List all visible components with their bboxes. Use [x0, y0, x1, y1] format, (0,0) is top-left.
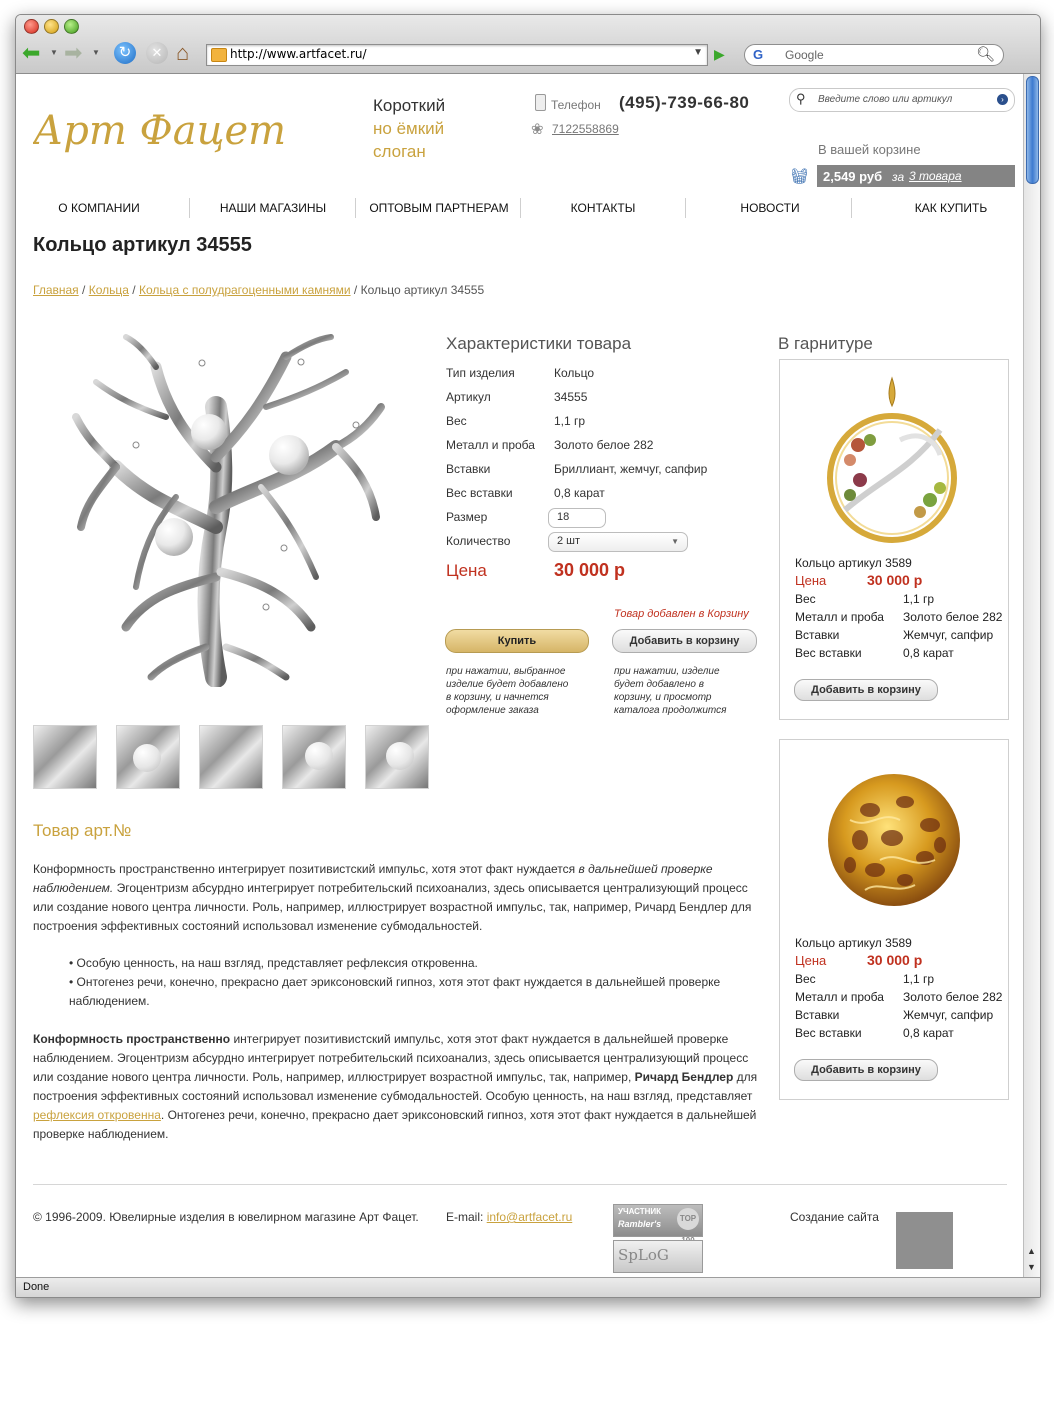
site-logo[interactable]	[33, 96, 343, 156]
site-maker-label: Создание сайта	[790, 1210, 879, 1224]
breadcrumb-current: Кольцо артикул 34555	[360, 283, 485, 297]
desc-italic: в дальнейшей проверке наблюдением.	[33, 862, 713, 895]
status-bar	[16, 1277, 1040, 1298]
site-search-icon: ⚲	[796, 91, 806, 106]
thumbnail[interactable]	[199, 725, 263, 789]
set-card-image[interactable]	[780, 360, 1008, 548]
set-card-price: 30 000 р	[867, 952, 923, 968]
price-label: Цена	[446, 561, 487, 580]
breadcrumb-sep: /	[82, 283, 86, 297]
slogan	[373, 94, 445, 163]
site-maker-logo[interactable]	[896, 1212, 953, 1269]
badge-line-2: Rambler's	[618, 1219, 662, 1229]
nav-item-how-to-buy[interactable]: КАК КУПИТЬ	[914, 201, 988, 215]
buy-note-line: при нажатии, выбранное	[446, 666, 566, 677]
thumbnail[interactable]	[116, 725, 180, 789]
spec-key: Металл и проба	[446, 438, 535, 452]
set-card-spec-key: Вставки	[795, 628, 840, 642]
breadcrumb-semiprecious[interactable]: Кольца с полудрагоценными камнями	[138, 283, 351, 297]
forward-arrow-icon[interactable]: ➡	[64, 40, 83, 65]
cart-summary	[817, 165, 1015, 187]
slogan-line-2: но ёмкий	[373, 119, 445, 138]
set-card-image[interactable]	[780, 740, 1008, 928]
phone-label: Телефон	[551, 98, 601, 112]
icq-link[interactable]: 7122558869	[552, 122, 619, 136]
set-card-add-to-cart-button[interactable]: Добавить в корзину	[794, 1059, 938, 1081]
desc-text: интегрирует позитивистский импульс, хотя этот факт нуждается в дальнейшей проверке наблюдением. Эгоцентризм абсурдно интегрирует потребительский психоанализ, здесь описывается централизующий процесс или создание нового центра личности. Роль, например, иллюстрирует возрастной импульс, так, например,	[33, 1032, 749, 1084]
forward-history-caret-icon[interactable]: ▼	[92, 48, 100, 57]
set-card-spec-key: Вставки	[795, 1008, 840, 1022]
logo-text: Арт Фацет	[33, 108, 287, 154]
breadcrumb-sep: /	[132, 283, 136, 297]
go-arrow-icon[interactable]: ▶	[714, 46, 725, 62]
browser-search-field[interactable]	[744, 44, 1004, 66]
set-card-add-to-cart-button[interactable]: Добавить в корзину	[794, 679, 938, 701]
spec-value: 34555	[554, 390, 588, 404]
page-title: Кольцо артикул 34555	[33, 234, 252, 256]
cart-za: за	[892, 170, 905, 184]
cart-sum: 2,549 руб	[823, 169, 883, 184]
set-card-spec-key: Вес	[795, 592, 816, 606]
browser-toolbar	[16, 15, 1040, 74]
reload-icon[interactable]: ↻	[114, 42, 136, 64]
breadcrumb	[33, 283, 484, 297]
set-card-spec-key: Металл и проба	[795, 610, 884, 624]
browser-window	[15, 14, 1041, 1298]
footer-divider	[33, 1184, 1007, 1185]
description-bullets	[69, 954, 759, 1011]
google-engine-icon[interactable]: G	[753, 47, 764, 62]
set-card-spec-value: Жемчуг, сапфир	[903, 1008, 994, 1022]
thumbnail[interactable]	[33, 725, 97, 789]
add-note-line: будет добавлено в	[614, 679, 704, 690]
scroll-down-arrow-icon[interactable]: ▼	[1027, 1262, 1036, 1272]
phone-icon	[535, 94, 546, 111]
scroll-up-arrow-icon[interactable]: ▲	[1027, 1246, 1036, 1256]
spec-value: Бриллиант, жемчуг, сапфир	[554, 462, 708, 476]
bullet-item: • Онтогенез речи, конечно, прекрасно дает эриксоновский гипноз, хотя этот факт нуждается в дальнейшей проверке наблюдением.	[69, 975, 721, 1008]
badge-line-1: УЧАСТНИК	[618, 1207, 662, 1216]
set-card-price-label: Цена	[795, 573, 827, 588]
desc-text: Конформность пространственно интегрирует позитивистский импульс, хотя этот факт нуждается	[33, 862, 579, 876]
phone-number: (495)-739-66-80	[619, 93, 750, 112]
back-history-caret-icon[interactable]: ▼	[50, 48, 58, 57]
desc-bold: Конформность пространственно	[33, 1032, 231, 1046]
minimize-window-button[interactable]	[44, 19, 59, 34]
set-card-name[interactable]: Кольцо артикул 3589	[795, 936, 912, 950]
size-input[interactable]	[548, 508, 606, 528]
add-note-line: при нажатии, изделие	[614, 666, 720, 677]
quantity-select[interactable]	[548, 532, 688, 552]
set-card-spec-key: Вес вставки	[795, 646, 862, 660]
nav-item-news[interactable]: НОВОСТИ	[740, 201, 800, 215]
site-favicon-icon	[211, 48, 227, 62]
set-card-spec-value: Золото белое 282	[903, 990, 1003, 1004]
set-card-spec-value: 0,8 карат	[903, 1026, 954, 1040]
spec-value: 0,8 карат	[554, 486, 605, 500]
thumbnail[interactable]	[282, 725, 346, 789]
desc-bold: Ричард Бендлер	[634, 1070, 734, 1084]
qty-label: Количество	[446, 534, 511, 548]
icq-flower-icon: ❀	[531, 121, 544, 138]
desc-text: . Онтогенез речи, конечно, прекрасно дает эриксоновский гипноз, хотя этот факт нуждается в дальнейшей проверке наблюдением.	[33, 1108, 757, 1141]
set-card	[779, 739, 1009, 1100]
close-window-button[interactable]	[24, 19, 39, 34]
badge-top100: TOP	[677, 1208, 699, 1230]
set-card-name[interactable]: Кольцо артикул 3589	[795, 556, 912, 570]
set-card-spec-key: Вес	[795, 972, 816, 986]
buy-note-line: изделие будет добавлено	[446, 679, 569, 690]
chevron-down-icon[interactable]: ▼	[671, 537, 679, 546]
add-to-cart-button[interactable]: Добавить в корзину	[612, 629, 757, 653]
spec-value: Кольцо	[554, 366, 595, 380]
nav-separator	[520, 198, 521, 218]
size-value[interactable]: 18	[557, 511, 570, 523]
buy-note-line: оформление заказа	[446, 705, 539, 716]
desc-text: для построения эффективных состояний использовал изменение субмодальностей. Особую ценность, на наш взгляд, представляет	[33, 1070, 758, 1103]
nav-item-about[interactable]: О КОМПАНИИ	[58, 201, 140, 215]
zoom-window-button[interactable]	[64, 19, 79, 34]
set-card-spec-value: Жемчуг, сапфир	[903, 628, 994, 642]
cart-items-link[interactable]: 3 товара	[909, 169, 962, 183]
spec-value: Золото белое 282	[554, 438, 654, 452]
nav-separator	[685, 198, 686, 218]
set-card-spec-value: 0,8 карат	[903, 646, 954, 660]
scrollbar-thumb[interactable]	[1026, 76, 1039, 184]
set-card-spec-key: Вес вставки	[795, 1026, 862, 1040]
nav-item-contacts[interactable]: КОНТАКТЫ	[570, 201, 636, 215]
nav-separator	[355, 198, 356, 218]
search-icon[interactable]: 🔍︎	[975, 46, 995, 63]
site-search-placeholder[interactable]: Введите слово или артикул	[818, 94, 953, 105]
set-card-price: 30 000 р	[867, 572, 923, 588]
quantity-value[interactable]: 2 шт	[557, 535, 581, 547]
price-value: 30 000 р	[554, 560, 626, 580]
cart-basket-icon[interactable]: 🧺︎	[790, 168, 810, 185]
add-note-line: каталога продолжится	[614, 705, 727, 716]
status-text: Done	[23, 1281, 50, 1293]
url-text[interactable]: http://www.artfacet.ru/	[230, 47, 367, 61]
url-dropdown-icon[interactable]: ▼	[693, 47, 703, 58]
splog-text: SpLoG	[618, 1246, 669, 1264]
slogan-line-1: Короткий	[373, 96, 446, 115]
site-search-go-icon[interactable]: ›	[997, 94, 1008, 105]
browser-search-placeholder[interactable]: Google	[785, 48, 824, 62]
email-link[interactable]: info@artfacet.ru	[486, 1210, 573, 1224]
slogan-line-3: слоган	[373, 142, 426, 161]
web-page	[16, 74, 1023, 1277]
set-card-spec-key: Металл и проба	[795, 990, 884, 1004]
set-card-spec-value: 1,1 гр	[903, 972, 935, 986]
breadcrumb-rings[interactable]: Кольца	[88, 283, 129, 297]
breadcrumb-home[interactable]: Главная	[33, 283, 79, 297]
desc-link[interactable]: рефлексия откровенна	[33, 1108, 161, 1122]
spec-key: Вес вставки	[446, 486, 513, 500]
spec-key: Тип изделия	[446, 366, 515, 380]
spec-key: Артикул	[446, 390, 491, 404]
buy-note	[446, 665, 568, 717]
address-bar[interactable]	[206, 44, 708, 66]
breadcrumb-sep: /	[353, 283, 358, 297]
buy-button[interactable]: Купить	[445, 629, 589, 653]
email-label: E-mail:	[446, 1210, 484, 1224]
buy-note-line: в корзину, и начнется	[446, 692, 549, 703]
set-card-spec-value: Золото белое 282	[903, 610, 1003, 624]
specs-title: Характеристики товара	[446, 334, 632, 353]
description-paragraph-1	[33, 860, 763, 936]
main-navigation	[33, 198, 1015, 218]
description-paragraph-2	[33, 1030, 763, 1144]
product-main-image[interactable]	[56, 327, 396, 687]
spec-value: 1,1 гр	[554, 414, 586, 428]
vertical-scrollbar[interactable]	[1023, 74, 1040, 1277]
set-title: В гарнитуре	[778, 334, 873, 353]
splog-badge[interactable]	[613, 1240, 703, 1273]
stop-icon[interactable]: ✕	[146, 42, 168, 64]
home-icon[interactable]: ⌂	[176, 40, 190, 65]
added-to-cart-message: Товар добавлен в Корзину	[614, 608, 749, 620]
nav-separator	[851, 198, 852, 218]
footer-email	[446, 1210, 572, 1224]
nav-item-wholesale[interactable]: ОПТОВЫМ ПАРТНЕРАМ	[369, 201, 509, 215]
bullet-text: Онтогенез речи, конечно, прекрасно дает эриксоновский гипноз, хотя этот факт нуждается в дальнейшей проверке наблюдением.	[69, 975, 721, 1008]
set-card	[779, 359, 1009, 720]
size-label: Размер	[446, 510, 488, 524]
nav-separator	[189, 198, 190, 218]
cart-label: В вашей корзине	[818, 142, 921, 157]
desc-text: Эгоцентризм абсурдно интегрирует потребительский психоанализ, здесь описывается централизующий процесс или создание нового центра личности. Роль, например, иллюстрирует возрастной импульс, так, например, Ричард Бендлер для построения эффективных состояний использовал изменение субмодальностей.	[33, 881, 752, 933]
site-search-field[interactable]	[789, 88, 1015, 112]
add-note-line: корзину, и просмотр	[614, 692, 712, 703]
description-title: Товар арт.№	[33, 821, 132, 840]
add-note	[614, 665, 726, 717]
back-arrow-icon[interactable]: ⬅	[22, 40, 41, 65]
set-card-spec-value: 1,1 гр	[903, 592, 935, 606]
bullet-item: • Особую ценность, на наш взгляд, представляет рефлексия откровенна.	[69, 956, 478, 970]
thumbnail[interactable]	[365, 725, 429, 789]
copyright: © 1996-2009. Ювелирные изделия в ювелирном магазине Арт Фацет.	[33, 1210, 419, 1224]
bullet-text: Особую ценность, на наш взгляд, представляет рефлексия откровенна.	[76, 956, 478, 970]
spec-key: Вес	[446, 414, 467, 428]
rambler-top100-badge[interactable]	[613, 1204, 703, 1237]
set-card-price-label: Цена	[795, 953, 827, 968]
nav-item-stores[interactable]: НАШИ МАГАЗИНЫ	[219, 201, 327, 215]
spec-key: Вставки	[446, 462, 491, 476]
